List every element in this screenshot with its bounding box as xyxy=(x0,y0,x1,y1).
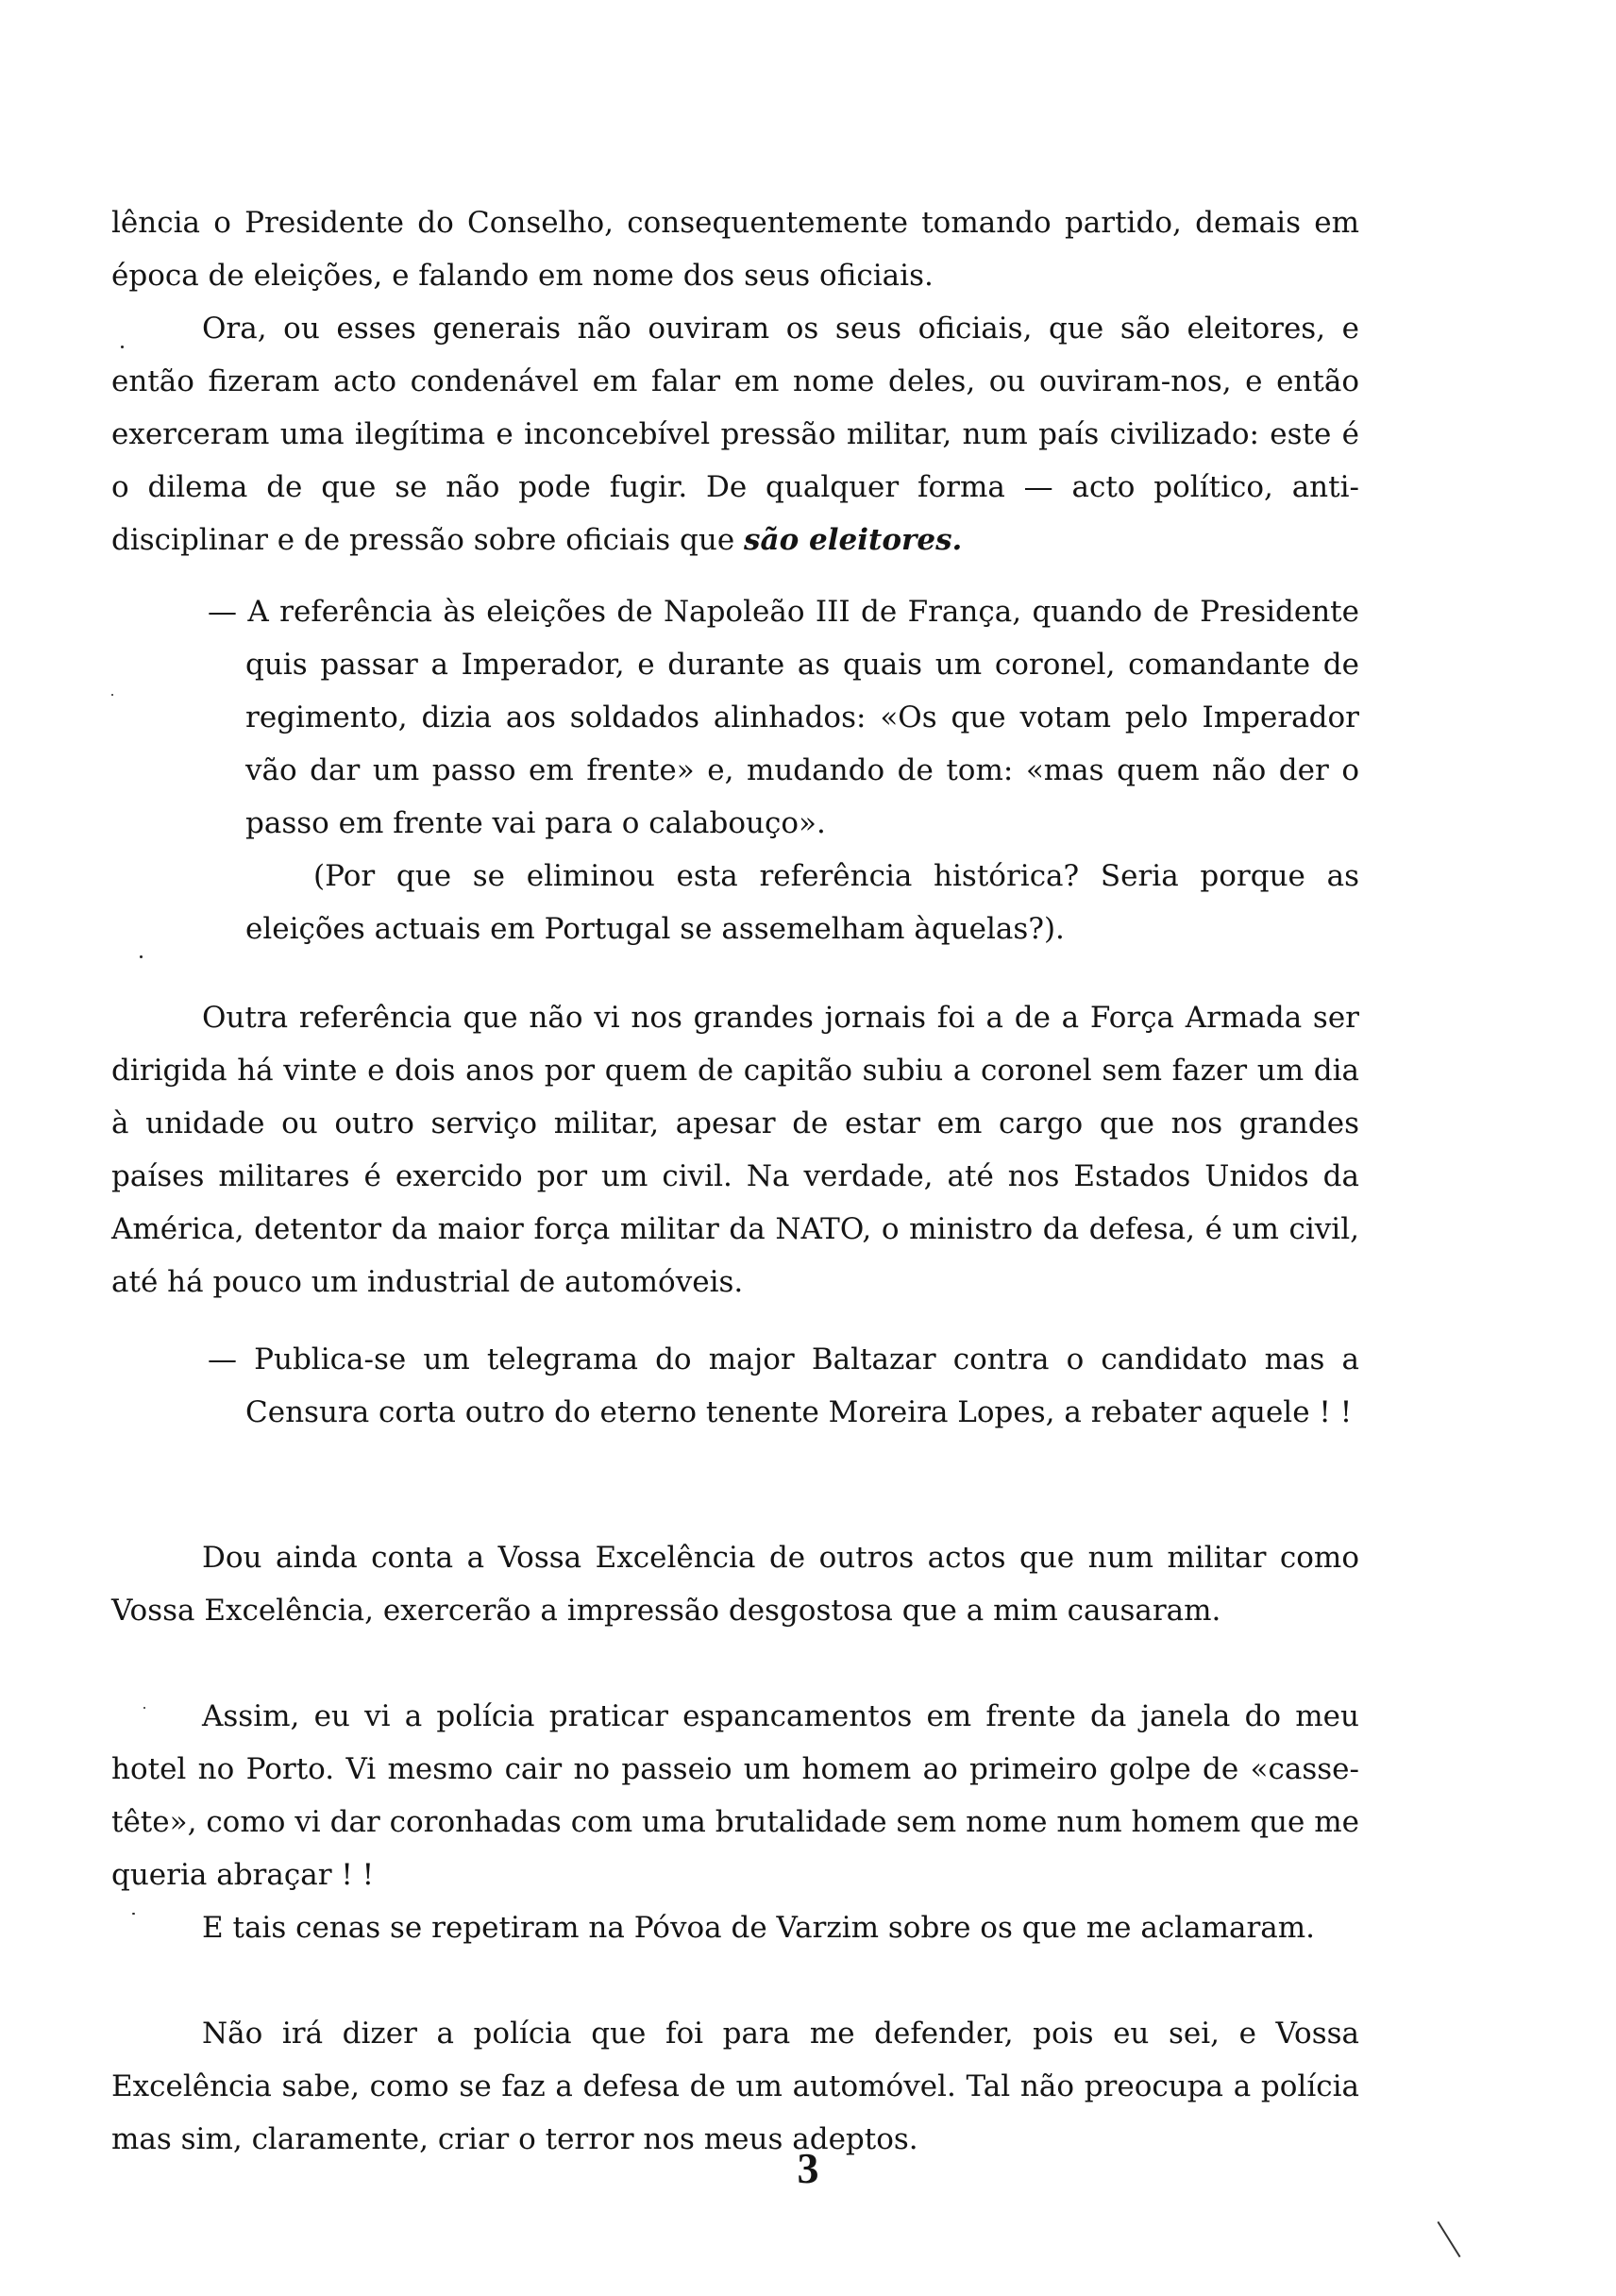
page-number: 3 xyxy=(797,2144,819,2192)
quote-telegram xyxy=(208,1333,1359,1439)
scan-speck xyxy=(132,1913,135,1915)
scan-speck xyxy=(143,1707,145,1709)
paragraph-continuation: lência o Presidente do Conselho, consequentemente tomando partido, demais em época de eleições, e falando em nome dos seus oficiais. xyxy=(111,206,1359,293)
scan-speck xyxy=(111,694,113,696)
emphasis-sao-eleitores: são eleitores. xyxy=(744,523,963,557)
paragraph-police-porto: Assim, eu vi a polícia praticar espancamentos em frente da janela do meu hotel no Porto. Vi mesmo cair no passeio um homem ao primeiro golpe de «casse-tête», como vi dar coronhadas com uma brutalidade sem nome num homem que me queria abraçar ! ! xyxy=(111,1699,1359,1892)
paragraph-povoa: E tais cenas se repetiram na Póvoa de Varzim sobre os que me aclamaram. xyxy=(202,1911,1315,1945)
paragraph-police-defense: Não irá dizer a polícia que foi para me defender, pois eu sei, e Vossa Excelência sabe, como se faz a defesa de um automóvel. Tal não preocupa a polícia mas sim, claramente, criar o terror nos meus adeptos. xyxy=(111,2017,1359,2156)
paragraph-armed-force: Outra referência que não vi nos grandes jornais foi a de a Força Armada ser dirigida há vinte e dois anos por quem de capitão subiu a coronel sem fazer um dia à unidade ou outro serviço militar, apesar de estar em cargo que nos grandes países militares é exercido por um civil. Na verdade, até nos Estados Unidos da América, detentor da maior força militar da NATO, o ministro da defesa, é um civil, até há pouco um industrial de automóveis. xyxy=(111,1001,1359,1299)
quote-telegram-text: — Publica-se um telegrama do major Baltazar contra o candidato mas a Censura corta outro do eterno tenente Moreira Lopes, a rebater aquele ! ! xyxy=(208,1342,1359,1429)
quote-napoleon-text: — A referência às eleições de Napoleão III de França, quando de Presidente quis passar a Imperador, e durante as quais um coronel, comandante de regimento, dizia aos soldados alinhados: «Os que votam pelo Imperador vão dar um passo em frente» e, mudando de tom: «mas quem não der o passo em frente vai para o calabouço». xyxy=(208,595,1359,840)
scan-speck xyxy=(140,955,143,958)
paragraph-generals-dilemma-text: Ora, ou esses generais não ouviram os seus oficiais, que são eleitores, e então fizeram acto condenável em falar em nome deles, ou ouviram-nos, e então exerceram uma ilegítima e inconcebível pressão militar, num país civilizado: este é o dilema de que se não pode fugir. De qualquer forma — acto político, anti-disciplinar e de pressão sobre oficiais que xyxy=(111,312,1359,557)
scan-speck xyxy=(121,346,124,348)
quote-napoleon xyxy=(208,585,1359,955)
paragraph-generals-dilemma xyxy=(111,302,1359,566)
quote-napoleon-question: (Por que se eliminou esta referência histórica? Seria porque as eleições actuais em Portugal se assemelham àquelas?). xyxy=(245,859,1359,946)
paragraph-other-acts: Dou ainda conta a Vossa Excelência de outros actos que num militar como Vossa Excelência, exercerão a impressão desgostosa que a mim causaram. xyxy=(111,1541,1359,1628)
scan-edge-mark xyxy=(1437,2221,1460,2257)
